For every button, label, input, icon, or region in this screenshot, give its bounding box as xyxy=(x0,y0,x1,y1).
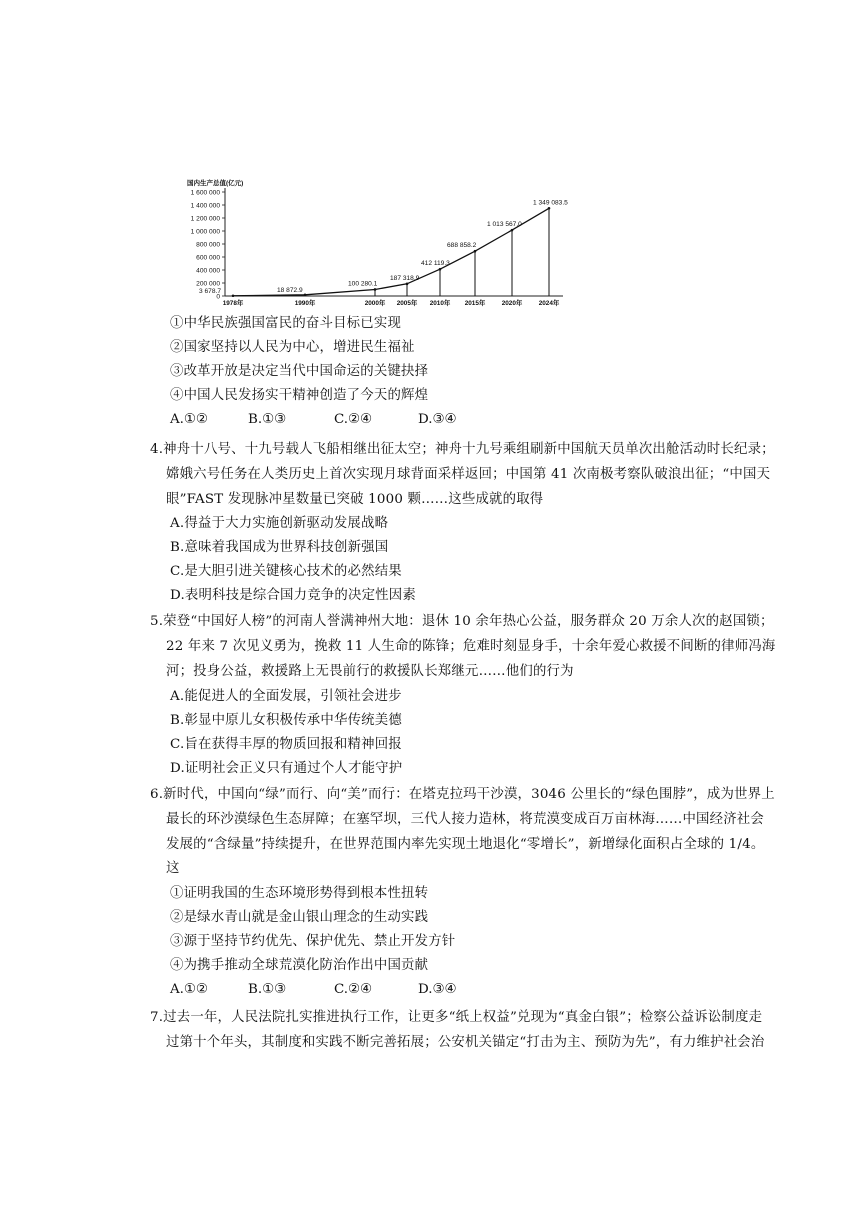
q3-choice-b: B.①③ xyxy=(248,412,287,427)
q3-choices xyxy=(170,412,457,427)
x-tick-label: 2024年 xyxy=(538,300,560,307)
data-label: 412 119.3 xyxy=(421,260,450,268)
q6-option-3: ③源于坚持节约优先、保护优先、禁止开发方针 xyxy=(170,934,456,949)
y-tick-label: 400 000 xyxy=(196,267,220,275)
x-tick-label: 2010年 xyxy=(429,300,451,307)
q5-option-c: C.旨在获得丰厚的物质回报和精神回报 xyxy=(170,737,402,752)
x-tick-label: 2015年 xyxy=(464,300,486,307)
data-point xyxy=(374,288,377,291)
q5-option-a: A.能促进人的全面发展，引领社会进步 xyxy=(170,689,402,704)
y-axis-label: 国内生产总值(亿元) xyxy=(187,180,244,187)
q3-option-4: ④中国人民发扬实干精神创造了今天的辉煌 xyxy=(170,388,429,403)
q6-option-4: ④为携手推动全球荒漠化防治作出中国贡献 xyxy=(170,958,429,973)
q6-choice-c: C.②④ xyxy=(334,982,373,997)
data-label: 100 280.1 xyxy=(348,280,378,288)
q6-choices xyxy=(170,982,457,997)
data-point xyxy=(232,294,235,297)
q6-choice-b: B.①③ xyxy=(248,982,287,997)
q6-choice-a: A.①② xyxy=(170,982,208,997)
q6-option-1: ①证明我国的生态环境形势得到根本性扭转 xyxy=(170,886,429,901)
q6-stem-line-2: 最长的环沙漠绿色生态屏障；在塞罕坝，三代人接力造林，将荒漠变成百万亩林海……中国经济社会 xyxy=(166,812,764,827)
y-tick-label: 200 000 xyxy=(196,280,220,288)
data-label: 18 872.9 xyxy=(277,286,303,294)
x-tick-label: 1978年 xyxy=(222,300,244,307)
q7-stem-line-2: 过第十个年头，其制度和实践不断完善拓展；公安机关锚定“打击为主、预防为先”，有力维护社会治 xyxy=(166,1035,765,1050)
y-tick-label: 1 600 000 xyxy=(190,189,220,197)
q4-stem-line-2: 嫦娥六号任务在人类历史上首次实现月球背面采样返回；中国第 41 次南极考察队破浪出征；“中国天 xyxy=(166,467,771,482)
q4-option-d: D.表明科技是综合国力竞争的决定性因素 xyxy=(170,588,416,603)
gdp-chart-svg xyxy=(185,175,575,310)
y-tick-label: 800 000 xyxy=(196,241,220,249)
x-tick-label: 1990年 xyxy=(294,300,316,307)
q3-option-2: ②国家坚持以人民为中心，增进民生福祉 xyxy=(170,340,415,355)
q5-stem-line-2: 22 年来 7 次见义勇为，挽救 11 人生命的陈锋；危难时刻显身手，十余年爱心救援不间断的律师冯海 xyxy=(166,639,776,654)
q4-option-b: B.意味着我国成为世界科技创新强国 xyxy=(170,540,389,555)
data-label: 1 349 083.5 xyxy=(533,199,568,207)
y-tick-label: 1 400 000 xyxy=(190,202,220,210)
q6-option-2: ②是绿水青山就是金山银山理念的生动实践 xyxy=(170,910,429,925)
q5-option-d: D.证明社会正义只有通过个人才能守护 xyxy=(170,761,403,776)
q3-choice-a: A.①② xyxy=(170,412,208,427)
data-point xyxy=(511,229,514,232)
q6-stem-line-1: 6.新时代，中国向“绿”而行、向“美”而行：在塔克拉玛干沙漠，3046 公里长的“绿色围脖”，成为世界上 xyxy=(150,787,775,802)
y-tick-label: 1 000 000 xyxy=(190,228,220,236)
data-point xyxy=(406,283,409,286)
q5-stem-line-1: 5.荣登“中国好人榜”的河南人誉满神州大地：退休 10 余年热心公益，服务群众 20 万余人次的赵国锁； xyxy=(150,614,774,629)
data-label: 688 858.2 xyxy=(447,242,477,250)
x-tick-label: 2020年 xyxy=(501,300,523,307)
q3-choice-c: C.②④ xyxy=(334,412,373,427)
data-label: 1 013 567.0 xyxy=(487,221,522,229)
y-tick-label: 1 200 000 xyxy=(190,215,220,223)
q4-option-c: C.是大胆引进关键核心技术的必然结果 xyxy=(170,564,402,579)
data-label: 3 678.7 xyxy=(199,287,221,295)
q3-choice-d: D.③④ xyxy=(418,412,457,427)
y-tick-label: 0 xyxy=(216,293,220,301)
q4-stem-line-3: 眼”FAST 发现脉冲星数量已突破 1000 颗……这些成就的取得 xyxy=(166,492,544,507)
y-tick-label: 600 000 xyxy=(196,254,220,262)
data-point xyxy=(548,207,551,210)
data-point xyxy=(439,268,442,271)
q6-choice-d: D.③④ xyxy=(418,982,457,997)
data-label: 187 318.9 xyxy=(390,274,420,282)
q5-stem-line-3: 河；投身公益，救援路上无畏前行的救援队长郑继元……他们的行为 xyxy=(166,664,574,679)
q5-option-b: B.彰显中原儿女积极传承中华传统美德 xyxy=(170,713,402,728)
q6-stem-line-3: 发展的“含绿量”持续提升，在世界范围内率先实现土地退化“零增长”，新增绿化面积占全球的 1/4。 xyxy=(166,837,765,852)
x-tick-label: 2005年 xyxy=(396,300,418,307)
q4-option-a: A.得益于大力实施创新驱动发展战略 xyxy=(170,516,389,531)
q7-stem-line-1: 7.过去一年，人民法院扎实推进执行工作，让更多“纸上权益”兑现为“真金白银”；检察公益诉讼制度走 xyxy=(150,1010,763,1025)
q6-stem-line-4: 这 xyxy=(166,861,180,876)
q3-option-3: ③改革开放是决定当代中国命运的关键抉择 xyxy=(170,364,429,379)
q3-option-1: ①中华民族强国富民的奋斗目标已实现 xyxy=(170,316,402,331)
data-point xyxy=(304,293,307,296)
data-point xyxy=(474,250,477,253)
q4-stem-line-1: 4.神舟十八号、十九号载人飞船相继出征太空；神舟十九号乘组刷新中国航天员单次出舱活动时长纪录； xyxy=(150,442,775,457)
gdp-chart xyxy=(185,175,575,310)
x-tick-label: 2000年 xyxy=(364,300,386,307)
